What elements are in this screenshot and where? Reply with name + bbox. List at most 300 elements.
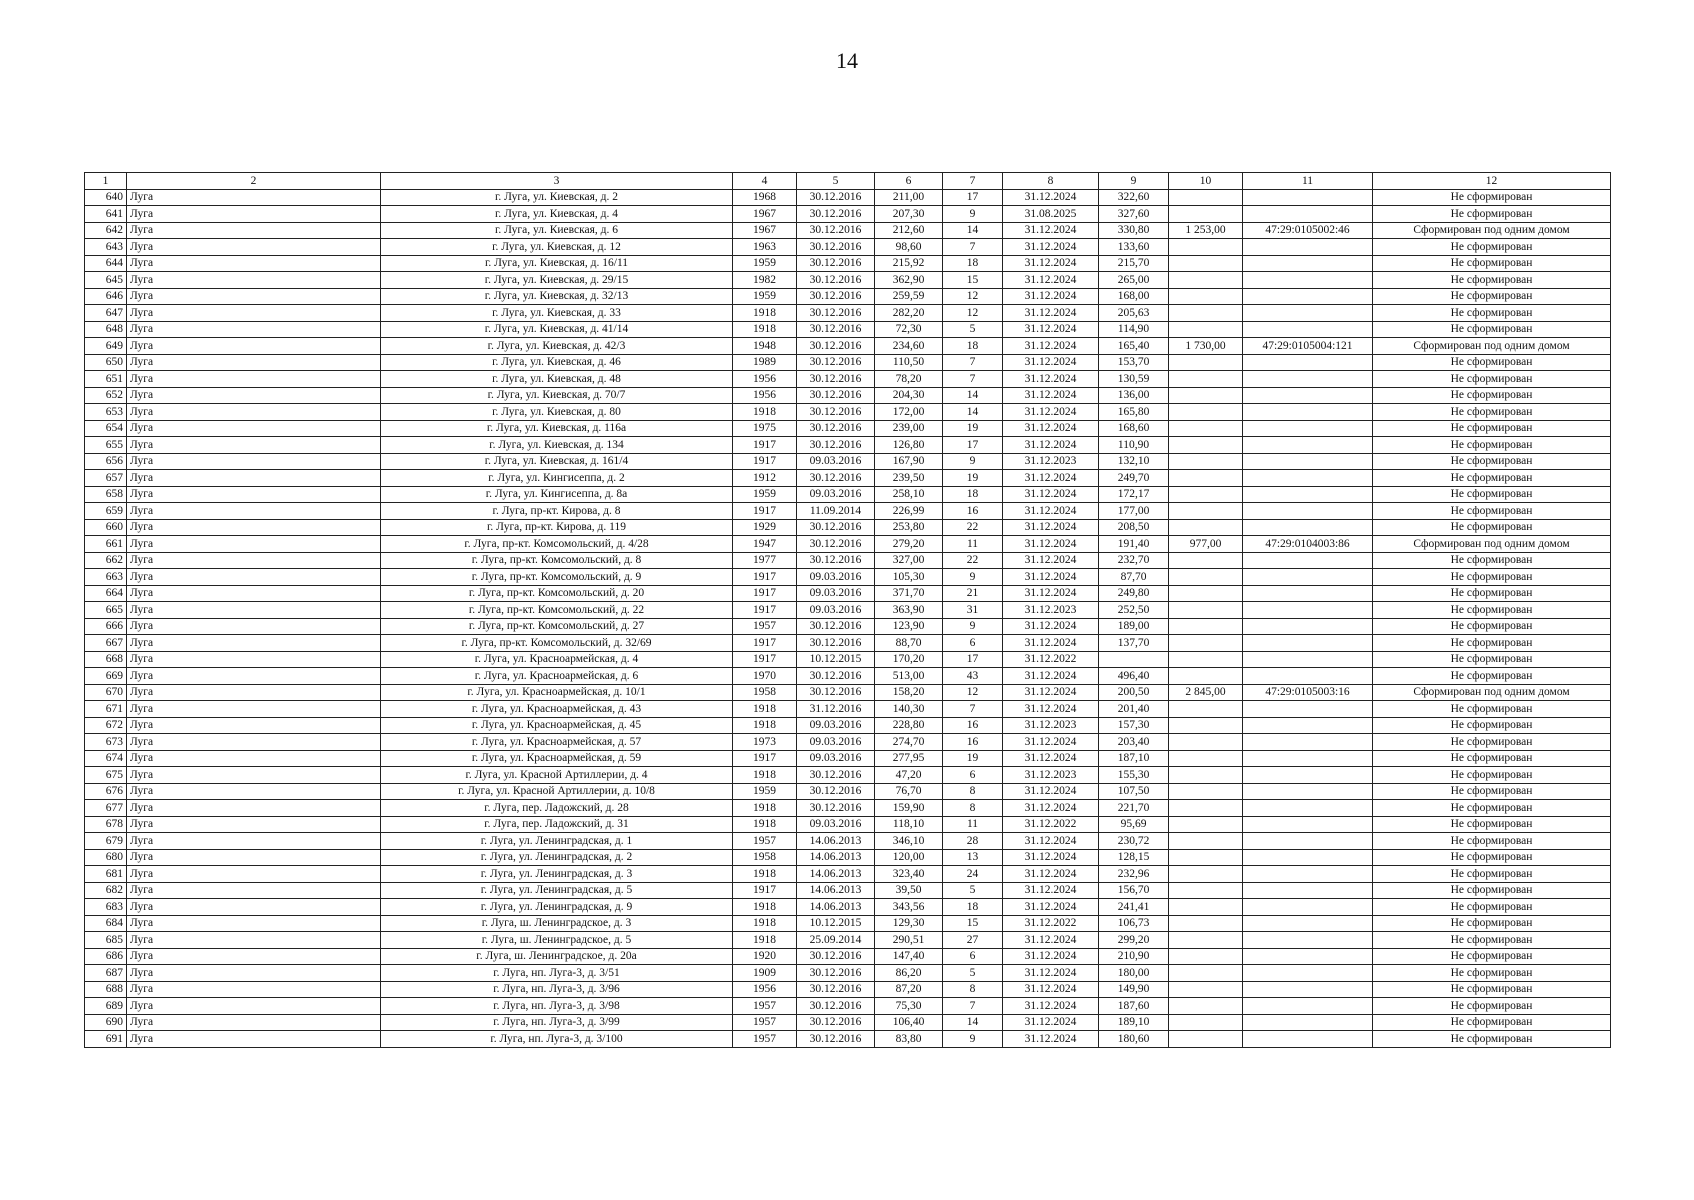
cell-locality: Луга — [127, 602, 381, 619]
cell-address: г. Луга, ул. Киевская, д. 12 — [381, 239, 733, 256]
cell-value: 191,40 — [1099, 536, 1169, 553]
cell-year-built: 1917 — [733, 651, 797, 668]
cell-land-area — [1169, 800, 1243, 817]
cell-land-area — [1169, 453, 1243, 470]
cell-land-area — [1169, 354, 1243, 371]
cell-count: 11 — [943, 816, 1003, 833]
cell-area: 290,51 — [875, 932, 943, 949]
column-header-5: 5 — [797, 173, 875, 190]
cell-value: 165,80 — [1099, 404, 1169, 421]
cell-count: 8 — [943, 800, 1003, 817]
table-row — [85, 800, 1611, 817]
cell-area: 167,90 — [875, 453, 943, 470]
table-row — [85, 618, 1611, 635]
cell-count: 17 — [943, 189, 1003, 206]
header-row — [85, 173, 1611, 190]
cell-address: г. Луга, ул. Красноармейская, д. 57 — [381, 734, 733, 751]
cell-land-area — [1169, 387, 1243, 404]
cell-row-number: 659 — [85, 503, 127, 520]
cell-row-number: 661 — [85, 536, 127, 553]
cell-status: Не сформирован — [1373, 618, 1611, 635]
cell-year-built: 1917 — [733, 453, 797, 470]
cell-year-built: 1917 — [733, 585, 797, 602]
cell-locality: Луга — [127, 1014, 381, 1031]
cell-land-area — [1169, 321, 1243, 338]
cell-land-area — [1169, 915, 1243, 932]
cell-address: г. Луга, пр-кт. Кирова, д. 8 — [381, 503, 733, 520]
cell-area: 170,20 — [875, 651, 943, 668]
cell-row-number: 672 — [85, 717, 127, 734]
cell-deadline: 31.12.2024 — [1003, 338, 1099, 355]
table-row — [85, 222, 1611, 239]
cell-value — [1099, 651, 1169, 668]
cell-date: 30.12.2016 — [797, 404, 875, 421]
cell-row-number: 686 — [85, 948, 127, 965]
cell-locality: Луга — [127, 717, 381, 734]
cell-locality: Луга — [127, 338, 381, 355]
cell-row-number: 651 — [85, 371, 127, 388]
cell-deadline: 31.12.2024 — [1003, 222, 1099, 239]
cell-date: 30.12.2016 — [797, 189, 875, 206]
cell-deadline: 31.12.2024 — [1003, 882, 1099, 899]
cell-cadastral-number — [1243, 206, 1373, 223]
cell-row-number: 666 — [85, 618, 127, 635]
cell-land-area — [1169, 404, 1243, 421]
column-header-1: 1 — [85, 173, 127, 190]
cell-row-number: 691 — [85, 1031, 127, 1048]
cell-count: 12 — [943, 684, 1003, 701]
cell-area: 75,30 — [875, 998, 943, 1015]
cell-status: Не сформирован — [1373, 866, 1611, 883]
table-row — [85, 899, 1611, 916]
cell-status: Не сформирован — [1373, 1014, 1611, 1031]
cell-area: 159,90 — [875, 800, 943, 817]
cell-row-number: 653 — [85, 404, 127, 421]
cell-row-number: 656 — [85, 453, 127, 470]
cell-address: г. Луга, ш. Ленинградское, д. 3 — [381, 915, 733, 932]
cell-date: 25.09.2014 — [797, 932, 875, 949]
cell-area: 172,00 — [875, 404, 943, 421]
cell-deadline: 31.12.2022 — [1003, 651, 1099, 668]
cell-date: 30.12.2016 — [797, 437, 875, 454]
cell-date: 30.12.2016 — [797, 998, 875, 1015]
cell-status: Сформирован под одним домом — [1373, 536, 1611, 553]
table-row — [85, 338, 1611, 355]
cell-value: 110,90 — [1099, 437, 1169, 454]
cell-year-built: 1920 — [733, 948, 797, 965]
cell-deadline: 31.12.2024 — [1003, 1014, 1099, 1031]
cell-land-area — [1169, 239, 1243, 256]
cell-count: 16 — [943, 734, 1003, 751]
cell-cadastral-number — [1243, 288, 1373, 305]
cell-row-number: 671 — [85, 701, 127, 718]
cell-locality: Луга — [127, 585, 381, 602]
cell-row-number: 684 — [85, 915, 127, 932]
cell-cadastral-number — [1243, 833, 1373, 850]
cell-date: 09.03.2016 — [797, 486, 875, 503]
cell-locality: Луга — [127, 651, 381, 668]
cell-area: 72,30 — [875, 321, 943, 338]
cell-date: 14.06.2013 — [797, 833, 875, 850]
cell-deadline: 31.12.2024 — [1003, 618, 1099, 635]
cell-deadline: 31.12.2023 — [1003, 453, 1099, 470]
cell-area: 253,80 — [875, 519, 943, 536]
cell-locality: Луга — [127, 849, 381, 866]
cell-land-area — [1169, 701, 1243, 718]
cell-deadline: 31.12.2024 — [1003, 569, 1099, 586]
cell-value: 210,90 — [1099, 948, 1169, 965]
cell-year-built: 1989 — [733, 354, 797, 371]
cell-status: Не сформирован — [1373, 899, 1611, 916]
cell-deadline: 31.12.2024 — [1003, 998, 1099, 1015]
cell-row-number: 641 — [85, 206, 127, 223]
cell-date: 30.12.2016 — [797, 1031, 875, 1048]
cell-cadastral-number — [1243, 1031, 1373, 1048]
cell-status: Не сформирован — [1373, 272, 1611, 289]
cell-value: 168,60 — [1099, 420, 1169, 437]
cell-deadline: 31.12.2024 — [1003, 437, 1099, 454]
cell-land-area — [1169, 486, 1243, 503]
cell-count: 18 — [943, 338, 1003, 355]
cell-deadline: 31.12.2024 — [1003, 668, 1099, 685]
cell-status: Не сформирован — [1373, 701, 1611, 718]
cell-address: г. Луга, ул. Киевская, д. 70/7 — [381, 387, 733, 404]
cell-status: Не сформирован — [1373, 387, 1611, 404]
cell-address: г. Луга, нп. Луга-3, д. 3/99 — [381, 1014, 733, 1031]
cell-count: 15 — [943, 272, 1003, 289]
cell-locality: Луга — [127, 915, 381, 932]
cell-status: Не сформирован — [1373, 255, 1611, 272]
column-header-11: 11 — [1243, 173, 1373, 190]
cell-cadastral-number: 47:29:0105003:16 — [1243, 684, 1373, 701]
cell-year-built: 1918 — [733, 717, 797, 734]
cell-land-area — [1169, 833, 1243, 850]
cell-area: 204,30 — [875, 387, 943, 404]
cell-status: Не сформирован — [1373, 354, 1611, 371]
table-row — [85, 816, 1611, 833]
cell-cadastral-number — [1243, 239, 1373, 256]
cell-cadastral-number — [1243, 305, 1373, 322]
cell-date: 14.06.2013 — [797, 849, 875, 866]
cell-locality: Луга — [127, 519, 381, 536]
cell-row-number: 677 — [85, 800, 127, 817]
cell-count: 19 — [943, 750, 1003, 767]
table-row — [85, 668, 1611, 685]
cell-land-area — [1169, 717, 1243, 734]
cell-count: 9 — [943, 569, 1003, 586]
cell-land-area — [1169, 1014, 1243, 1031]
cell-deadline: 31.12.2024 — [1003, 849, 1099, 866]
table-row — [85, 965, 1611, 982]
cell-area: 118,10 — [875, 816, 943, 833]
cell-count: 6 — [943, 948, 1003, 965]
table-row — [85, 750, 1611, 767]
table-row — [85, 734, 1611, 751]
cell-count: 7 — [943, 371, 1003, 388]
cell-date: 11.09.2014 — [797, 503, 875, 520]
cell-cadastral-number — [1243, 701, 1373, 718]
cell-count: 9 — [943, 206, 1003, 223]
cell-date: 30.12.2016 — [797, 470, 875, 487]
cell-land-area — [1169, 932, 1243, 949]
cell-area: 105,30 — [875, 569, 943, 586]
cell-cadastral-number — [1243, 272, 1373, 289]
cell-count: 11 — [943, 536, 1003, 553]
cell-deadline: 31.12.2024 — [1003, 420, 1099, 437]
cell-deadline: 31.12.2024 — [1003, 387, 1099, 404]
cell-locality: Луга — [127, 866, 381, 883]
cell-deadline: 31.12.2024 — [1003, 552, 1099, 569]
cell-cadastral-number: 47:29:0105002:46 — [1243, 222, 1373, 239]
table-row — [85, 371, 1611, 388]
cell-status: Не сформирован — [1373, 206, 1611, 223]
cell-address: г. Луга, ул. Киевская, д. 6 — [381, 222, 733, 239]
cell-land-area — [1169, 255, 1243, 272]
cell-year-built: 1967 — [733, 206, 797, 223]
cell-deadline: 31.12.2024 — [1003, 354, 1099, 371]
cell-address: г. Луга, ул. Киевская, д. 134 — [381, 437, 733, 454]
column-header-2: 2 — [127, 173, 381, 190]
cell-locality: Луга — [127, 536, 381, 553]
table-row — [85, 288, 1611, 305]
cell-area: 279,20 — [875, 536, 943, 553]
cell-locality: Луга — [127, 189, 381, 206]
cell-count: 22 — [943, 519, 1003, 536]
cell-year-built: 1918 — [733, 899, 797, 916]
table-row — [85, 552, 1611, 569]
cell-locality: Луга — [127, 618, 381, 635]
cell-area: 76,70 — [875, 783, 943, 800]
cell-date: 30.12.2016 — [797, 239, 875, 256]
cell-address: г. Луга, ул. Красноармейская, д. 45 — [381, 717, 733, 734]
cell-row-number: 643 — [85, 239, 127, 256]
cell-land-area — [1169, 849, 1243, 866]
cell-value: 208,50 — [1099, 519, 1169, 536]
cell-value: 203,40 — [1099, 734, 1169, 751]
cell-status: Не сформирован — [1373, 453, 1611, 470]
cell-cadastral-number — [1243, 321, 1373, 338]
cell-date: 30.12.2016 — [797, 552, 875, 569]
cell-locality: Луга — [127, 288, 381, 305]
cell-area: 259,59 — [875, 288, 943, 305]
cell-area: 215,92 — [875, 255, 943, 272]
cell-year-built: 1917 — [733, 437, 797, 454]
cell-count: 7 — [943, 998, 1003, 1015]
cell-year-built: 1917 — [733, 635, 797, 652]
cell-deadline: 31.12.2024 — [1003, 684, 1099, 701]
table-row — [85, 387, 1611, 404]
cell-status: Не сформирован — [1373, 321, 1611, 338]
cell-value: 137,70 — [1099, 635, 1169, 652]
table-row — [85, 272, 1611, 289]
cell-locality: Луга — [127, 371, 381, 388]
cell-value: 215,70 — [1099, 255, 1169, 272]
cell-count: 13 — [943, 849, 1003, 866]
cell-value: 201,40 — [1099, 701, 1169, 718]
cell-status: Не сформирован — [1373, 816, 1611, 833]
cell-cadastral-number — [1243, 585, 1373, 602]
cell-count: 31 — [943, 602, 1003, 619]
cell-value: 149,90 — [1099, 981, 1169, 998]
cell-cadastral-number — [1243, 800, 1373, 817]
table-row — [85, 701, 1611, 718]
cell-row-number: 654 — [85, 420, 127, 437]
cell-row-number: 648 — [85, 321, 127, 338]
cell-area: 106,40 — [875, 1014, 943, 1031]
cell-date: 30.12.2016 — [797, 255, 875, 272]
table-row — [85, 651, 1611, 668]
cell-value: 187,10 — [1099, 750, 1169, 767]
cell-status: Не сформирован — [1373, 519, 1611, 536]
cell-area: 323,40 — [875, 866, 943, 883]
cell-year-built: 1917 — [733, 602, 797, 619]
cell-land-area — [1169, 750, 1243, 767]
cell-area: 346,10 — [875, 833, 943, 850]
cell-status: Не сформирован — [1373, 915, 1611, 932]
table-row — [85, 948, 1611, 965]
cell-locality: Луга — [127, 321, 381, 338]
cell-count: 5 — [943, 965, 1003, 982]
cell-address: г. Луга, ул. Киевская, д. 16/11 — [381, 255, 733, 272]
cell-count: 22 — [943, 552, 1003, 569]
column-header-7: 7 — [943, 173, 1003, 190]
cell-count: 17 — [943, 437, 1003, 454]
cell-count: 18 — [943, 899, 1003, 916]
cell-land-area — [1169, 569, 1243, 586]
cell-deadline: 31.12.2024 — [1003, 783, 1099, 800]
cell-area: 239,00 — [875, 420, 943, 437]
cell-value: 330,80 — [1099, 222, 1169, 239]
cell-year-built: 1912 — [733, 470, 797, 487]
table-row — [85, 783, 1611, 800]
cell-date: 30.12.2016 — [797, 354, 875, 371]
cell-value: 249,80 — [1099, 585, 1169, 602]
cell-year-built: 1917 — [733, 503, 797, 520]
cell-count: 16 — [943, 503, 1003, 520]
cell-count: 14 — [943, 222, 1003, 239]
cell-cadastral-number — [1243, 354, 1373, 371]
cell-area: 234,60 — [875, 338, 943, 355]
cell-area: 88,70 — [875, 635, 943, 652]
cell-area: 39,50 — [875, 882, 943, 899]
cell-value: 252,50 — [1099, 602, 1169, 619]
cell-address: г. Луга, ул. Кингисеппа, д. 2 — [381, 470, 733, 487]
cell-row-number: 647 — [85, 305, 127, 322]
cell-cadastral-number — [1243, 635, 1373, 652]
cell-deadline: 31.12.2022 — [1003, 915, 1099, 932]
cell-row-number: 682 — [85, 882, 127, 899]
cell-cadastral-number — [1243, 453, 1373, 470]
cell-area: 282,20 — [875, 305, 943, 322]
cell-status: Не сформирован — [1373, 569, 1611, 586]
cell-locality: Луга — [127, 206, 381, 223]
cell-count: 43 — [943, 668, 1003, 685]
cell-year-built: 1970 — [733, 668, 797, 685]
cell-cadastral-number — [1243, 404, 1373, 421]
cell-locality: Луга — [127, 948, 381, 965]
cell-value: 299,20 — [1099, 932, 1169, 949]
cell-value: 106,73 — [1099, 915, 1169, 932]
cell-address: г. Луга, ул. Киевская, д. 32/13 — [381, 288, 733, 305]
cell-status: Не сформирован — [1373, 783, 1611, 800]
cell-locality: Луга — [127, 552, 381, 569]
cell-locality: Луга — [127, 899, 381, 916]
cell-year-built: 1958 — [733, 684, 797, 701]
cell-year-built: 1957 — [733, 1014, 797, 1031]
cell-value: 221,70 — [1099, 800, 1169, 817]
cell-date: 30.12.2016 — [797, 1014, 875, 1031]
cell-address: г. Луга, ул. Киевская, д. 42/3 — [381, 338, 733, 355]
cell-status: Не сформирован — [1373, 965, 1611, 982]
cell-locality: Луга — [127, 635, 381, 652]
cell-row-number: 669 — [85, 668, 127, 685]
cell-date: 09.03.2016 — [797, 717, 875, 734]
column-header-9: 9 — [1099, 173, 1169, 190]
cell-area: 277,95 — [875, 750, 943, 767]
table-row — [85, 354, 1611, 371]
cell-count: 5 — [943, 882, 1003, 899]
cell-area: 147,40 — [875, 948, 943, 965]
cell-cadastral-number — [1243, 816, 1373, 833]
cell-date: 10.12.2015 — [797, 651, 875, 668]
cell-date: 31.12.2016 — [797, 701, 875, 718]
table-row — [85, 833, 1611, 850]
cell-date: 30.12.2016 — [797, 981, 875, 998]
cell-address: г. Луга, пр-кт. Комсомольский, д. 9 — [381, 569, 733, 586]
cell-locality: Луга — [127, 503, 381, 520]
cell-address: г. Луга, пер. Ладожский, д. 31 — [381, 816, 733, 833]
cell-row-number: 674 — [85, 750, 127, 767]
cell-row-number: 689 — [85, 998, 127, 1015]
cell-address: г. Луга, ш. Ленинградское, д. 20а — [381, 948, 733, 965]
cell-count: 16 — [943, 717, 1003, 734]
cell-date: 30.12.2016 — [797, 635, 875, 652]
cell-count: 19 — [943, 420, 1003, 437]
cell-address: г. Луга, нп. Луга-3, д. 3/96 — [381, 981, 733, 998]
cell-row-number: 676 — [85, 783, 127, 800]
cell-land-area — [1169, 470, 1243, 487]
cell-land-area — [1169, 866, 1243, 883]
table-row — [85, 932, 1611, 949]
cell-value: 496,40 — [1099, 668, 1169, 685]
page-number: 14 — [836, 48, 858, 73]
cell-cadastral-number — [1243, 668, 1373, 685]
cell-row-number: 645 — [85, 272, 127, 289]
cell-deadline: 31.12.2024 — [1003, 470, 1099, 487]
cell-locality: Луга — [127, 453, 381, 470]
cell-cadastral-number — [1243, 965, 1373, 982]
cell-status: Не сформирован — [1373, 833, 1611, 850]
cell-land-area — [1169, 635, 1243, 652]
cell-land-area — [1169, 272, 1243, 289]
cell-land-area — [1169, 437, 1243, 454]
cell-deadline: 31.12.2024 — [1003, 750, 1099, 767]
cell-count: 27 — [943, 932, 1003, 949]
cell-value: 200,50 — [1099, 684, 1169, 701]
cell-row-number: 668 — [85, 651, 127, 668]
cell-locality: Луга — [127, 222, 381, 239]
cell-status: Сформирован под одним домом — [1373, 684, 1611, 701]
cell-locality: Луга — [127, 833, 381, 850]
cell-address: г. Луга, ул. Киевская, д. 29/15 — [381, 272, 733, 289]
cell-year-built: 1957 — [733, 618, 797, 635]
cell-address: г. Луга, ул. Красной Артиллерии, д. 4 — [381, 767, 733, 784]
cell-row-number: 644 — [85, 255, 127, 272]
cell-deadline: 31.12.2024 — [1003, 272, 1099, 289]
cell-date: 09.03.2016 — [797, 750, 875, 767]
cell-cadastral-number — [1243, 189, 1373, 206]
table-row — [85, 470, 1611, 487]
